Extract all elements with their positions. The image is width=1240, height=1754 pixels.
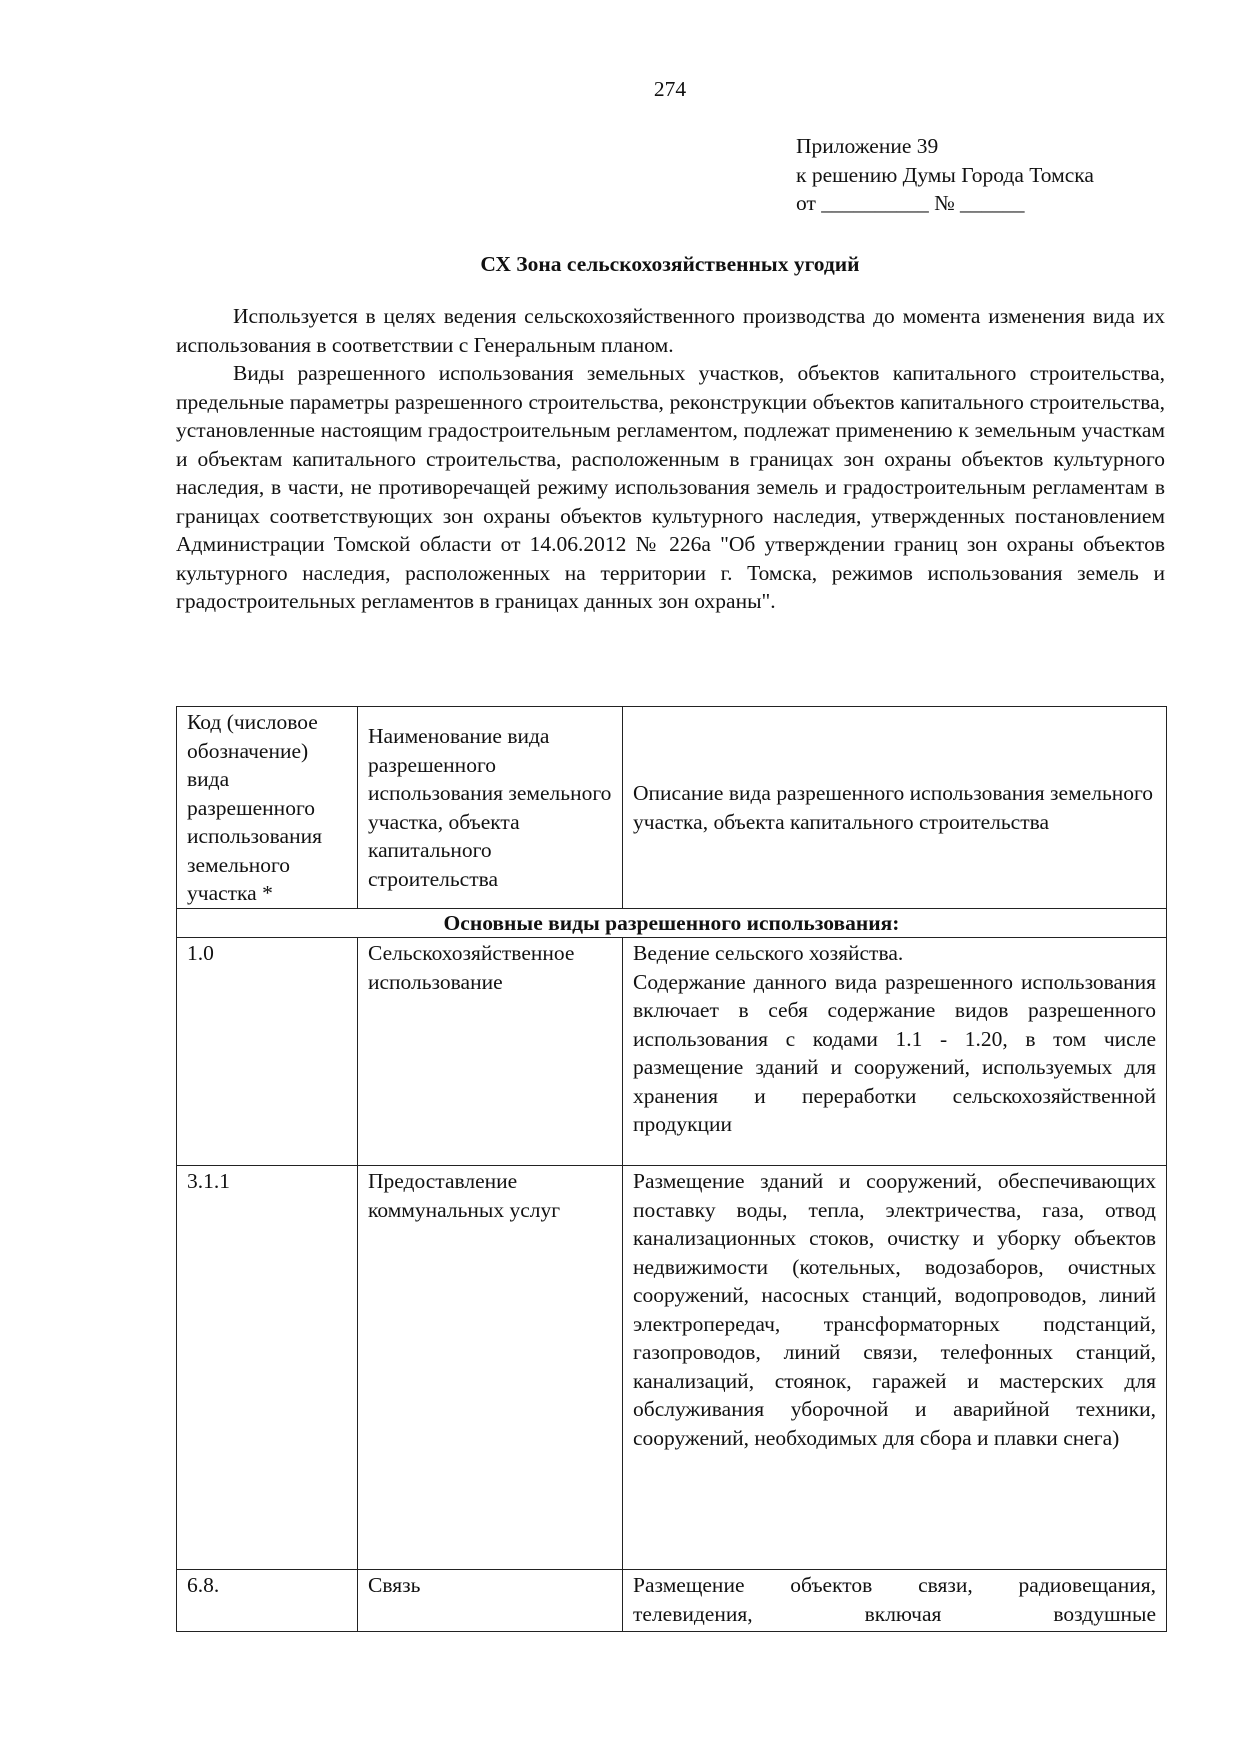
annex-block [796, 132, 1094, 218]
cell-description: Размещение зданий и сооружений, обеспечивающих поставку воды, тепла, электричества, газа, отвод канализационных стоков, очистку и уборку объектов недвижимости (котельных, водозаборов, очистных сооружений, насосных станций, водопроводов, линий электропередач, трансформаторных подстанций, газопроводов, линий связи, телефонных станций, канализаций, стоянок, гаражей и мастерских для обслуживания уборочной и аварийной техники, сооружений, необходимых для сбора и плавки снега) [623, 1166, 1167, 1570]
cell-description [623, 938, 1167, 1166]
annex-line: от __________ № ______ [796, 191, 1025, 215]
page-number: 274 [653, 77, 687, 101]
annex-line: к решению Думы Города Томска [796, 162, 1094, 187]
header-code: Код (числовое обозначение) вида разрешенного использования земельного участка * [177, 707, 358, 909]
table-header-row [177, 707, 1167, 909]
table-row [177, 1570, 1167, 1632]
cell-name: Связь [358, 1570, 623, 1632]
cell-code: 1.0 [177, 938, 358, 1166]
paragraph: Используется в целях ведения сельскохозяйственного производства до момента изменения вида их использования в соответствии с Генеральным планом. [176, 304, 1165, 357]
description-line: Ведение сельского хозяйства. [633, 941, 904, 965]
zoning-table [176, 706, 1167, 1632]
table-section-row [177, 908, 1167, 938]
table-row [177, 938, 1167, 1166]
document-title: СХ Зона сельскохозяйственных угодий [480, 252, 860, 276]
cell-name: Предоставление коммунальных услуг [358, 1166, 623, 1570]
header-name: Наименование вида разрешенного использования земельного участка, объекта капитального строительства [358, 707, 623, 909]
annex-line: Приложение 39 [796, 134, 939, 158]
description-text: Содержание данного вида разрешенного использования включает в себя содержание видов разрешенного использования с кодами 1.1 - 1.20, в том числе размещение зданий и сооружений, используемых для хранения и переработки сельскохозяйственной продукции [633, 969, 1156, 1136]
cell-description: Размещение объектов связи, радиовещания, телевидения, включая воздушные [623, 1570, 1167, 1632]
header-description: Описание вида разрешенного использования земельного участка, объекта капитального строительства [623, 707, 1167, 909]
table-row [177, 1166, 1167, 1570]
cell-code: 6.8. [177, 1570, 358, 1632]
section-title: Основные виды разрешенного использования: [177, 908, 1167, 938]
cell-name: Сельскохозяйственное использование [358, 938, 623, 1166]
cell-code: 3.1.1 [177, 1166, 358, 1570]
paragraph: Виды разрешенного использования земельных участков, объектов капитального строительства, предельные параметры разрешенного строительства, реконструкции объектов капитального строительства, установленные настоящим градостроительным регламентом, подлежат применению к земельным участкам и объектам капитального строительства, расположенным в границах зон охраны объектов культурного наследия, в части, не противоречащей режиму использования земель и градостроительным регламентам в границах соответствующих зон охраны объектов культурного наследия, утвержденных постановлением Администрации Томской области от 14.06.2012 № 226а "Об утверждении границ зон охраны объектов культурного наследия, расположенных на территории г. Томска, режимов использования земель и градостроительных регламентов в границах данных зон охраны". [176, 361, 1165, 613]
